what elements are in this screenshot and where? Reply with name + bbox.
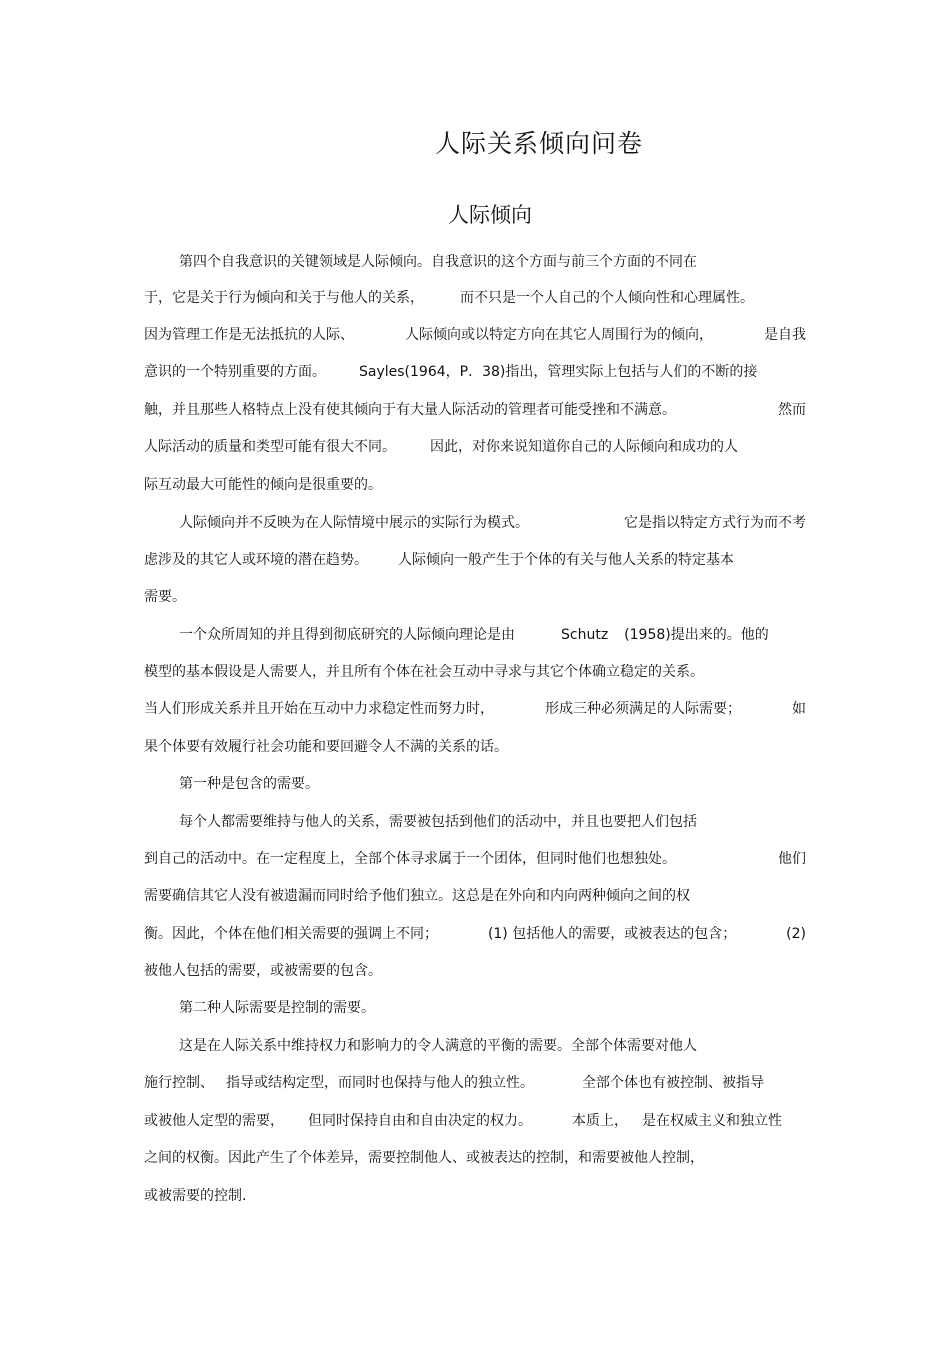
paragraph-line	[144, 699, 806, 719]
paragraph-line	[144, 849, 806, 869]
paragraph-line: 模型的基本假设是人需要人，并且所有个体在社会互动中寻求与其它个体确立稳定的关系。	[144, 664, 704, 680]
paragraph-line	[144, 924, 806, 944]
paragraph-line	[179, 513, 806, 533]
text-segment: 衡。因此，个体在他们相关需要的强调上不同；	[144, 926, 438, 942]
text-segment: 意识的一个特别重要的方面。	[144, 364, 326, 380]
text-segment: Sayles(1964，P．38)指出，管理实际上包括与人们的不断的接	[359, 364, 758, 380]
paragraph-line: 果个体要有效履行社会功能和要回避令人不满的关系的话。	[144, 739, 508, 755]
text-segment: 而不只是一个人自己的个人倾向性和心理属性。	[460, 290, 754, 306]
paragraph-line: 第二种人际需要是控制的需要。	[179, 1000, 375, 1016]
text-segment: 然而	[778, 402, 806, 418]
text-segment: 全部个体也有被控制、被指导	[582, 1075, 764, 1091]
text-segment: 是自我	[764, 327, 806, 343]
text-segment: 但同时保持自由和自由决定的权力。	[308, 1113, 532, 1129]
paragraph-line	[144, 550, 806, 570]
paragraph-line: 第四个自我意识的关键领域是人际倾向。自我意识的这个方面与前三个方面的不同在	[179, 254, 697, 270]
text-segment: 或被他人定型的需要，	[144, 1113, 284, 1129]
text-segment: 到自己的活动中。在一定程度上，全部个体寻求属于一个团体，但同时他们也想独处。	[144, 851, 676, 867]
text-segment: 是在权威主义和独立性	[642, 1113, 782, 1129]
paragraph-line	[144, 325, 806, 345]
paragraph-line	[144, 362, 806, 382]
text-segment: 因为管理工作是无法抵抗的人际、	[144, 327, 354, 343]
paragraph-line: 第一种是包含的需要。	[179, 776, 319, 792]
text-segment: 它是指以特定方式行为而不考	[624, 515, 806, 531]
text-segment: 人际倾向一般产生于个体的有关与他人关系的特定基本	[398, 552, 734, 568]
paragraph-line	[144, 1073, 806, 1093]
paragraph-line: 之间的权衡。因此产生了个体差异，需要控制他人、或被表达的控制，和需要被他人控制，	[144, 1150, 704, 1166]
text-segment: (1) 包括他人的需要，或被表达的包含；	[487, 926, 737, 942]
paragraph-line: 需要。	[144, 589, 186, 605]
text-segment: 本质上，	[572, 1113, 628, 1129]
section-title: 人际倾向	[448, 203, 532, 227]
paragraph-line	[144, 400, 806, 420]
text-segment: 因此，对你来说知道你自己的人际倾向和成功的人	[430, 439, 738, 455]
paragraph-line	[144, 1111, 806, 1131]
paragraph-line	[179, 625, 806, 645]
text-segment: 形成三种必须满足的人际需要；	[545, 701, 741, 717]
text-segment: 人际倾向或以特定方向在其它人周围行为的倾向，	[405, 327, 713, 343]
paragraph-line: 或被需要的控制.	[144, 1188, 247, 1204]
text-segment: 人际倾向并不反映为在人际情境中展示的实际行为模式。	[179, 515, 529, 531]
paragraph-line	[144, 437, 806, 457]
text-segment: 人际活动的质量和类型可能有很大不同。	[144, 439, 396, 455]
paragraph-line: 这是在人际关系中维持权力和影响力的令人满意的平衡的需要。全部个体需要对他人	[179, 1038, 697, 1054]
paragraph-line: 每个人都需要维持与他人的关系，需要被包括到他们的活动中，并且也要把人们包括	[179, 814, 697, 830]
text-segment: 当人们形成关系并且开始在互动中力求稳定性而努力时，	[144, 701, 494, 717]
text-segment: 一个众所周知的并且得到彻底研究的人际倾向理论是由	[179, 627, 515, 643]
text-segment: (2)	[786, 926, 806, 942]
text-segment: 虑涉及的其它人或环境的潜在趋势。	[144, 552, 368, 568]
paragraph-line: 需要确信其它人没有被遗漏而同时给予他们独立。这总是在外向和内向两种倾向之间的权	[144, 888, 690, 904]
text-segment: Schutz	[561, 627, 609, 643]
text-segment: (1958)提出来的。他的	[624, 627, 769, 643]
text-segment: 施行控制、	[144, 1075, 214, 1091]
document-title: 人际关系倾向问卷	[434, 129, 643, 158]
paragraph-line: 际互动最大可能性的倾向是很重要的。	[144, 477, 382, 493]
text-segment: 于，它是关于行为倾向和关于与他人的关系，	[144, 290, 424, 306]
text-segment: 如	[792, 701, 806, 717]
text-segment: 触，并且那些人格特点上没有使其倾向于有大量人际活动的管理者可能受挫和不满意。	[144, 402, 676, 418]
paragraph-line: 被他人包括的需要，或被需要的包含。	[144, 963, 382, 979]
text-segment: 他们	[778, 851, 806, 867]
text-segment: 指导或结构定型，而同时也保持与他人的独立性。	[226, 1075, 534, 1091]
paragraph-line	[144, 288, 806, 308]
